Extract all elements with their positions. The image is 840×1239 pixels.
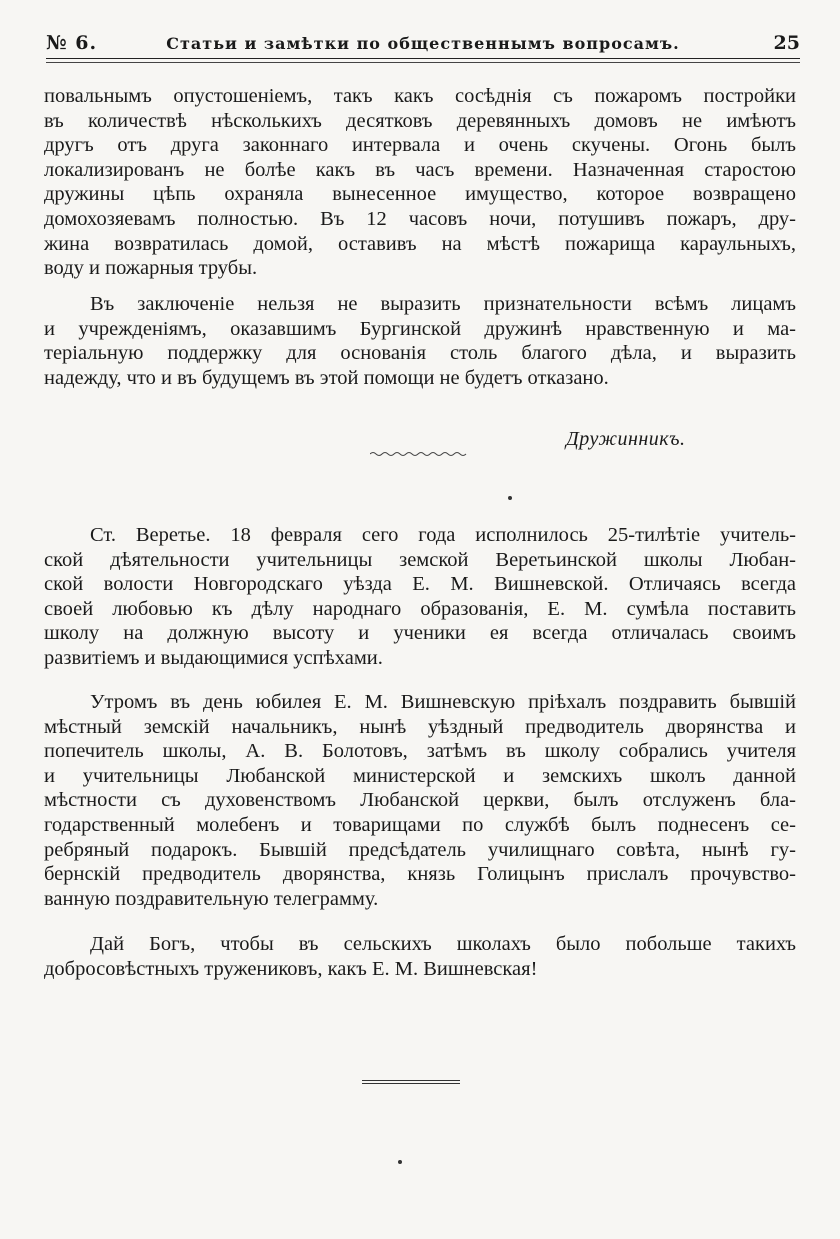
header-rule xyxy=(46,58,800,59)
text-line: мѣстности съ духовенствомъ Любанской церкви, былъ отслуженъ бла- xyxy=(44,789,796,812)
text-line: локализированъ не болѣе какъ въ часъ времени. Назначенная старостою xyxy=(44,158,796,181)
text-line: добросовѣстныхъ тружениковъ, какъ Е. М. Вишневская! xyxy=(44,957,538,980)
header-rule-thin xyxy=(46,62,800,63)
text-line: Утромъ въ день юбилея Е. М. Вишневскую пріѣхалъ поздравить бывшій xyxy=(90,691,796,713)
text-line: своей любовью къ дѣлу народнаго образованія, Е. М. сумѣла поставить xyxy=(44,597,796,620)
article2-paragraph1 xyxy=(44,523,796,671)
article2-paragraph3 xyxy=(44,932,796,981)
text-line: и учительницы Любанской министерской и земскихъ школъ данной xyxy=(44,764,796,787)
text-line: развитіемъ и выдающимися успѣхами. xyxy=(44,646,383,669)
text-line: годарственный молебенъ и товарищами по службѣ былъ поднесенъ се- xyxy=(44,813,796,836)
text-line: ребряный подарокъ. Бывшій предсѣдатель училищнаго совѣта, нынѣ гу- xyxy=(44,838,796,861)
text-line: мѣстный земскій начальникъ, нынѣ уѣздный предводитель дворянства и xyxy=(44,715,796,738)
text-line: Въ заключеніе нельзя не выразить признательности всѣмъ лицамъ xyxy=(90,293,796,315)
text-line: ской волости Новгородскаго уѣзда Е. М. Вишневской. Отличаясь всегда xyxy=(44,573,796,596)
article1-paragraph2 xyxy=(44,292,796,390)
wavy-divider xyxy=(370,450,468,458)
article1-paragraph1 xyxy=(44,84,796,281)
text-line: повальнымъ опустошеніемъ, такъ какъ сосѣднія съ пожаромъ постройки xyxy=(44,85,796,107)
text-line: Ст. Веретье. 18 февраля сего года исполнилось 25-тилѣтіе учитель- xyxy=(90,524,796,546)
text-line: Дай Богъ, чтобы въ сельскихъ школахъ было побольше такихъ xyxy=(90,933,796,955)
page-number: 25 xyxy=(773,32,800,54)
ink-dot xyxy=(398,1160,402,1164)
text-line: домохозяевамъ полностью. Въ 12 часовъ ночи, потушивъ пожаръ, дру- xyxy=(44,207,796,230)
text-line: теріальную поддержку для основанія столь благого дѣла, и выразить xyxy=(44,342,796,365)
article2-paragraph2 xyxy=(44,690,796,911)
text-line: и учрежденіямъ, оказавшимъ Бургинской дружинѣ нравственную и ма- xyxy=(44,317,796,340)
text-line: бернскій предводитель дворянства, князь Голицынъ прислалъ прочувство- xyxy=(44,863,796,886)
end-rule xyxy=(362,1080,460,1086)
section-title: Статьи и замѣтки по общественнымъ вопросамъ. xyxy=(166,34,680,53)
issue-number: № 6. xyxy=(46,32,98,54)
text-line: жина возвратилась домой, оставивъ на мѣстѣ пожарища караульныхъ, xyxy=(44,232,796,255)
text-line: школу на должную высоту и ученики ея всегда отличалась своимъ xyxy=(44,622,796,645)
text-line: воду и пожарныя трубы. xyxy=(44,257,258,280)
text-line: въ количествѣ нѣсколькихъ десятковъ деревянныхъ домовъ не имѣютъ xyxy=(44,109,796,132)
text-line: ской дѣятельности учительницы земской Веретьинской школы Любан- xyxy=(44,548,796,571)
text-line: попечитель школы, А. В. Болотовъ, затѣмъ въ школу собрались учителя xyxy=(44,740,796,763)
signature: Дружинникъ. xyxy=(566,428,686,450)
text-line: другъ отъ друга законнаго интервала и очень скучены. Огонь былъ xyxy=(44,134,796,157)
text-line: дружины цѣпь охраняла вынесенное имущество, которое возвращено xyxy=(44,183,796,206)
text-line: ванную поздравительную телеграмму. xyxy=(44,887,379,910)
ink-dot xyxy=(508,496,512,500)
text-line: надежду, что и въ будущемъ въ этой помощи не будетъ отказано. xyxy=(44,366,609,389)
running-header xyxy=(46,28,800,60)
